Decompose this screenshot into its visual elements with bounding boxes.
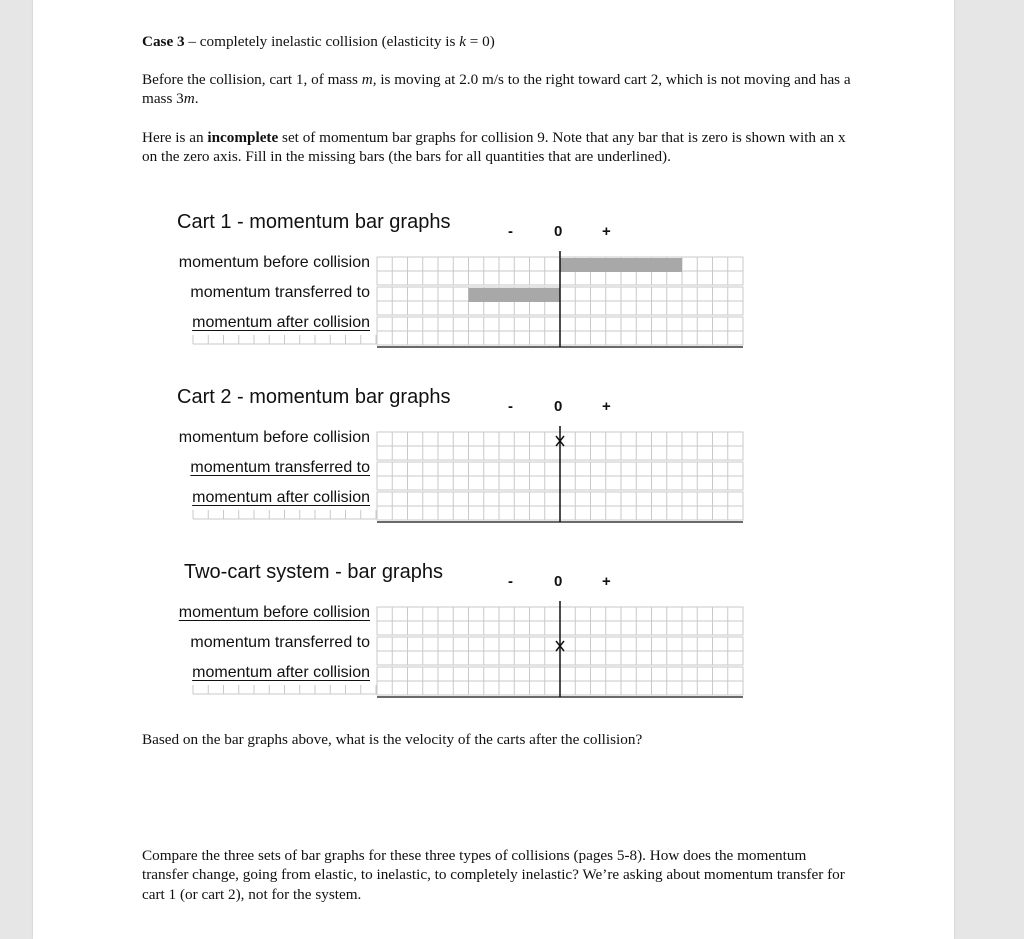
case-heading: Case 3 – completely inelastic collision (elasticity is k = 0) [142, 33, 495, 50]
cart1-bar-grid[interactable] [33, 210, 753, 360]
row-label-transferred: momentum transferred to [190, 284, 370, 301]
cart2-bar-grid[interactable] [33, 385, 753, 535]
row-label-before: momentum before collision [178, 604, 370, 621]
question-velocity: Based on the bar graphs above, what is the velocity of the carts after the collision? [142, 731, 643, 748]
axis-zero-label: 0 [554, 573, 563, 590]
axis-minus-label: - [508, 573, 513, 590]
document-page [33, 0, 954, 939]
system-bar-grid[interactable] [33, 560, 753, 710]
row-label-after: momentum after collision [192, 314, 370, 331]
intro-paragraph: Before the collision, cart 1, of mass m, is moving at 2.0 m/s to the right toward cart 2, which is not moving and has a mass 3m. [142, 71, 851, 108]
axis-minus-label: - [508, 398, 513, 415]
row-label-before: momentum before collision [178, 254, 370, 271]
row-label-after: momentum after collision [192, 664, 370, 681]
momentum-bar [560, 258, 682, 272]
system-graph-title: Two-cart system - bar graphs [184, 561, 443, 583]
axis-zero-label: 0 [554, 398, 563, 415]
row-label-before: momentum before collision [178, 429, 370, 446]
momentum-bar [469, 288, 561, 302]
row-label-after: momentum after collision [192, 489, 370, 506]
row-label-transferred: momentum transferred to [190, 459, 370, 476]
axis-zero-label: 0 [554, 223, 563, 240]
axis-plus-label: + [602, 398, 611, 415]
axis-plus-label: + [602, 573, 611, 590]
cart1-graph-title: Cart 1 - momentum bar graphs [177, 211, 451, 233]
axis-minus-label: - [508, 223, 513, 240]
question-compare: Compare the three sets of bar graphs for these three types of collisions (pages 5-8). How does the momentum transfer change, going from elastic, to inelastic, to completely inelastic? We’re asking about momentum transfer for cart 1 (or cart 2), not for the system. [142, 847, 845, 903]
instructions-paragraph: Here is an incomplete set of momentum bar graphs for collision 9. Note that any bar that is zero is shown with an x on the zero axis. Fill in the missing bars (the bars for all quantities that are underlined). [142, 129, 846, 166]
row-label-transferred: momentum transferred to [190, 634, 370, 651]
cart2-graph-title: Cart 2 - momentum bar graphs [177, 386, 451, 408]
axis-plus-label: + [602, 223, 611, 240]
